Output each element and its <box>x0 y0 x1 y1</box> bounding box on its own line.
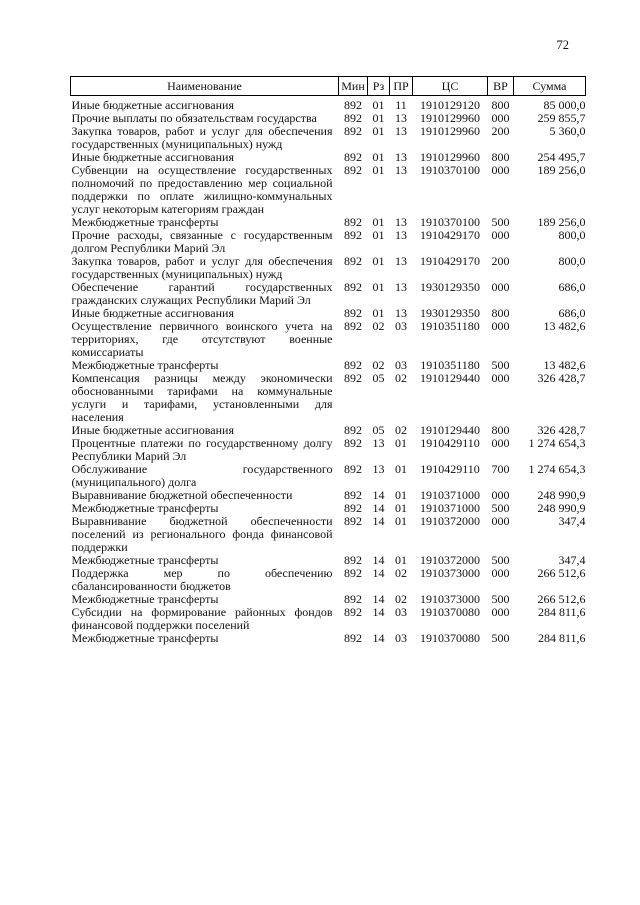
row-min: 892 <box>344 371 362 385</box>
table-header-row <box>71 77 586 96</box>
row-pr: 03 <box>395 631 407 645</box>
row-rz: 01 <box>372 215 385 229</box>
row-sum: 347,4 <box>558 514 586 528</box>
row-rz: 01 <box>372 111 385 125</box>
table-body <box>71 96 586 646</box>
row-cs: 1910370100 <box>420 215 480 229</box>
budget-table <box>70 76 586 645</box>
row-name: Субвенции на осуществление государственных полномочий по предоставлению мер социальной поддержки по оплате жилищно-коммунальных услуг некоторым категориям граждан <box>71 163 333 216</box>
table-row <box>71 567 586 593</box>
row-pr: 03 <box>395 605 407 619</box>
row-cs: 1910372000 <box>420 553 480 567</box>
row-pr: 03 <box>395 319 407 333</box>
table-row <box>71 515 586 554</box>
row-vr: 500 <box>491 501 510 515</box>
row-cs: 1910373000 <box>420 592 480 606</box>
row-cs: 1910129960 <box>420 124 480 138</box>
row-name: Осуществление первичного воинского учета на территориях, где отсутствуют военные комиссариаты <box>71 319 333 359</box>
table-row <box>71 372 586 424</box>
row-sum: 13 482,6 <box>543 319 586 333</box>
row-rz: 13 <box>372 462 385 476</box>
row-rz: 01 <box>372 228 385 242</box>
row-name: Межбюджетные трансферты <box>71 358 219 372</box>
row-sum: 254 495,7 <box>537 150 586 164</box>
row-vr: 000 <box>491 566 510 580</box>
row-pr: 13 <box>395 150 407 164</box>
row-sum: 686,0 <box>558 280 586 294</box>
row-pr: 01 <box>395 488 407 502</box>
header-rz: Рз <box>368 77 390 96</box>
row-pr: 01 <box>395 436 407 450</box>
row-vr: 000 <box>491 319 510 333</box>
row-min: 892 <box>344 319 362 333</box>
row-pr: 13 <box>395 124 407 138</box>
row-pr: 03 <box>395 358 407 372</box>
row-min: 892 <box>344 488 362 502</box>
row-sum: 85 000,0 <box>543 98 586 112</box>
row-name: Прочие выплаты по обязательствам государства <box>71 111 317 125</box>
row-pr: 13 <box>395 163 407 177</box>
row-rz: 02 <box>372 319 385 333</box>
row-min: 892 <box>344 501 362 515</box>
row-pr: 13 <box>395 215 407 229</box>
row-pr: 13 <box>395 306 407 320</box>
row-rz: 01 <box>372 150 385 164</box>
row-cs: 1910371000 <box>420 488 480 502</box>
row-rz: 01 <box>372 98 385 112</box>
row-rz: 14 <box>372 501 385 515</box>
row-sum: 13 482,6 <box>543 358 586 372</box>
row-min: 892 <box>344 358 362 372</box>
header-pr: ПР <box>390 77 413 96</box>
row-pr: 01 <box>395 553 407 567</box>
row-vr: 800 <box>491 98 510 112</box>
row-vr: 800 <box>491 423 510 437</box>
row-sum: 800,0 <box>558 254 586 268</box>
row-sum: 800,0 <box>558 228 586 242</box>
row-min: 892 <box>344 566 362 580</box>
row-vr: 200 <box>491 254 510 268</box>
row-name: Поддержка мер по обеспечению сбалансированности бюджетов <box>71 566 333 593</box>
table-row <box>71 632 586 645</box>
row-rz: 01 <box>372 306 385 320</box>
row-sum: 284 811,6 <box>537 631 586 645</box>
row-name: Закупка товаров, работ и услуг для обеспечения государственных (муниципальных) нужд <box>71 124 333 151</box>
row-rz: 01 <box>372 163 385 177</box>
row-rz: 14 <box>372 488 385 502</box>
row-min: 892 <box>344 605 362 619</box>
row-pr: 13 <box>395 254 407 268</box>
row-rz: 01 <box>372 254 385 268</box>
row-rz: 05 <box>372 423 385 437</box>
row-vr: 500 <box>491 592 510 606</box>
row-min: 892 <box>344 150 362 164</box>
row-name: Обеспечение гарантий государственных гражданских служащих Республики Марий Эл <box>71 280 333 307</box>
row-cs: 1910371000 <box>420 501 480 515</box>
row-sum: 5 360,0 <box>549 124 586 138</box>
table-row <box>71 437 586 463</box>
row-rz: 13 <box>372 436 385 450</box>
row-vr: 000 <box>491 605 510 619</box>
row-sum: 326 428,7 <box>537 423 586 437</box>
row-cs: 1910370080 <box>420 631 480 645</box>
row-rz: 02 <box>372 358 385 372</box>
row-cs: 1910351180 <box>420 319 480 333</box>
row-pr: 13 <box>395 228 407 242</box>
row-cs: 1930129350 <box>420 306 480 320</box>
table-row <box>71 463 586 489</box>
row-pr: 11 <box>395 98 407 112</box>
row-min: 892 <box>344 163 362 177</box>
row-min: 892 <box>344 462 362 476</box>
row-name: Процентные платежи по государственному долгу Республики Марий Эл <box>71 436 333 463</box>
table-row <box>71 320 586 359</box>
row-min: 892 <box>344 98 362 112</box>
row-pr: 02 <box>395 371 407 385</box>
row-cs: 1910429170 <box>420 254 480 268</box>
header-sum: Сумма <box>514 77 586 96</box>
row-name: Прочие расходы, связанные с государственным долгом Республики Марий Эл <box>71 228 333 255</box>
row-rz: 01 <box>372 280 385 294</box>
page-number: 72 <box>556 38 569 52</box>
row-min: 892 <box>344 592 362 606</box>
table-row <box>71 125 586 151</box>
row-sum: 1 274 654,3 <box>528 462 586 476</box>
row-min: 892 <box>344 306 362 320</box>
row-name: Субсидии на формирование районных фондов финансовой поддержки поселений <box>71 605 333 632</box>
row-name: Закупка товаров, работ и услуг для обеспечения государственных (муниципальных) нужд <box>71 254 333 281</box>
row-vr: 800 <box>491 150 510 164</box>
row-cs: 1910129960 <box>420 150 480 164</box>
row-sum: 189 256,0 <box>537 215 586 229</box>
row-name: Межбюджетные трансферты <box>71 592 219 606</box>
row-name: Иные бюджетные ассигнования <box>71 423 234 437</box>
row-name: Иные бюджетные ассигнования <box>71 98 234 112</box>
row-rz: 14 <box>372 592 385 606</box>
row-min: 892 <box>344 124 362 138</box>
row-rz: 14 <box>372 605 385 619</box>
row-min: 892 <box>344 215 362 229</box>
row-cs: 1910129440 <box>420 371 480 385</box>
header-name: Наименование <box>71 77 339 96</box>
row-cs: 1910129440 <box>420 423 480 437</box>
row-vr: 000 <box>491 436 510 450</box>
row-sum: 259 855,7 <box>537 111 586 125</box>
row-sum: 266 512,6 <box>537 592 586 606</box>
row-pr: 02 <box>395 592 407 606</box>
row-cs: 1910351180 <box>420 358 480 372</box>
row-min: 892 <box>344 631 362 645</box>
table-row <box>71 606 586 632</box>
row-name: Межбюджетные трансферты <box>71 501 219 515</box>
row-min: 892 <box>344 514 362 528</box>
row-vr: 000 <box>491 514 510 528</box>
table-row <box>71 229 586 255</box>
row-rz: 14 <box>372 566 385 580</box>
row-pr: 01 <box>395 462 407 476</box>
row-cs: 1910429110 <box>420 462 480 476</box>
row-name: Межбюджетные трансферты <box>71 215 219 229</box>
row-vr: 500 <box>491 358 510 372</box>
row-name: Обслуживание государственного (муниципального) долга <box>71 462 333 489</box>
row-vr: 500 <box>491 215 510 229</box>
row-vr: 500 <box>491 631 510 645</box>
row-sum: 248 990,9 <box>537 501 586 515</box>
row-vr: 000 <box>491 228 510 242</box>
row-sum: 1 274 654,3 <box>528 436 586 450</box>
row-rz: 14 <box>372 553 385 567</box>
row-min: 892 <box>344 436 362 450</box>
row-min: 892 <box>344 254 362 268</box>
row-cs: 1910429170 <box>420 228 480 242</box>
row-rz: 14 <box>372 631 385 645</box>
row-sum: 686,0 <box>558 306 586 320</box>
row-rz: 05 <box>372 371 385 385</box>
row-vr: 000 <box>491 371 510 385</box>
row-cs: 1910429110 <box>420 436 480 450</box>
row-cs: 1910373000 <box>420 566 480 580</box>
header-min: Мин <box>339 77 368 96</box>
row-sum: 347,4 <box>558 553 586 567</box>
row-sum: 326 428,7 <box>537 371 586 385</box>
row-vr: 800 <box>491 306 510 320</box>
row-name: Компенсация разницы между экономически обоснованными тарифами на коммунальные услуги и тарифами, установленными для населения <box>71 371 333 424</box>
row-pr: 02 <box>395 566 407 580</box>
row-min: 892 <box>344 553 362 567</box>
row-cs: 1910129960 <box>420 111 480 125</box>
row-sum: 189 256,0 <box>537 163 586 177</box>
row-vr: 000 <box>491 111 510 125</box>
row-name: Межбюджетные трансферты <box>71 553 219 567</box>
row-vr: 200 <box>491 124 510 138</box>
row-min: 892 <box>344 280 362 294</box>
row-pr: 02 <box>395 423 407 437</box>
row-name: Иные бюджетные ассигнования <box>71 306 234 320</box>
row-cs: 1910370100 <box>420 163 480 177</box>
row-vr: 000 <box>491 488 510 502</box>
row-vr: 000 <box>491 280 510 294</box>
row-min: 892 <box>344 228 362 242</box>
row-rz: 14 <box>372 514 385 528</box>
header-cs: ЦС <box>413 77 488 96</box>
row-pr: 01 <box>395 514 407 528</box>
row-min: 892 <box>344 111 362 125</box>
table-row <box>71 164 586 216</box>
row-vr: 000 <box>491 163 510 177</box>
row-min: 892 <box>344 423 362 437</box>
row-pr: 13 <box>395 111 407 125</box>
row-pr: 13 <box>395 280 407 294</box>
row-cs: 1910372000 <box>420 514 480 528</box>
row-name: Межбюджетные трансферты <box>71 631 219 645</box>
header-vr: ВР <box>488 77 514 96</box>
row-rz: 01 <box>372 124 385 138</box>
row-sum: 248 990,9 <box>537 488 586 502</box>
table-row <box>71 96 586 113</box>
row-name: Выравнивание бюджетной обеспеченности <box>71 488 293 502</box>
row-cs: 1930129350 <box>420 280 480 294</box>
row-vr: 500 <box>491 553 510 567</box>
row-vr: 700 <box>491 462 510 476</box>
row-cs: 1910129120 <box>420 98 480 112</box>
table-row <box>71 255 586 281</box>
row-cs: 1910370080 <box>420 605 480 619</box>
row-pr: 01 <box>395 501 407 515</box>
row-name: Иные бюджетные ассигнования <box>71 150 234 164</box>
row-sum: 284 811,6 <box>537 605 586 619</box>
row-sum: 266 512,6 <box>537 566 586 580</box>
table-row <box>71 281 586 307</box>
row-name: Выравнивание бюджетной обеспеченности поселений из регионального фонда финансовой поддержки <box>71 514 333 554</box>
